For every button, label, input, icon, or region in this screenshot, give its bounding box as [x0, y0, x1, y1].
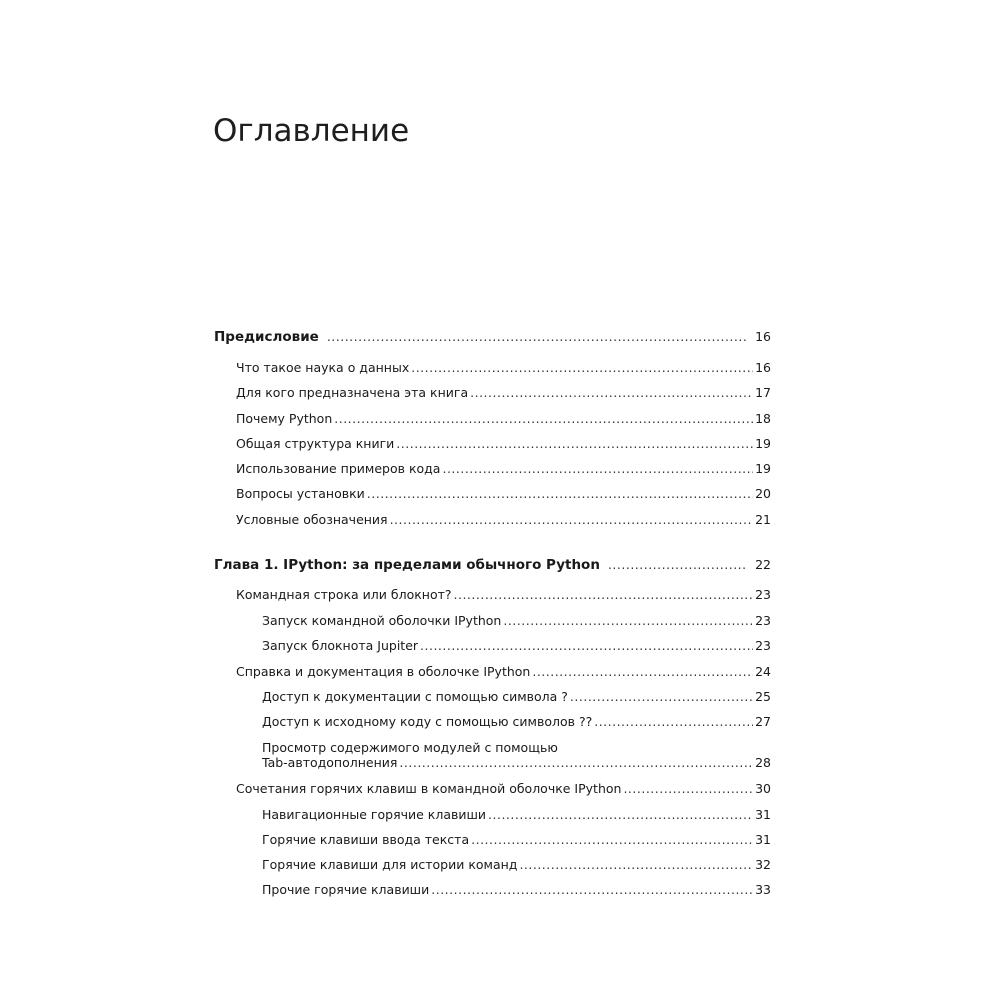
- toc-page-number: 19: [755, 436, 771, 451]
- toc-leader-dots: [471, 832, 753, 847]
- toc-entry-title: Использование примеров кода: [236, 461, 441, 476]
- toc-entry-title: Прочие горячие клавиши: [262, 882, 430, 897]
- toc-part-preface[interactable]: [214, 329, 771, 345]
- toc-page-number: 17: [755, 385, 771, 400]
- toc-subsection[interactable]: [262, 807, 771, 822]
- toc-subsection[interactable]: [262, 689, 771, 704]
- toc-page-number: 19: [755, 461, 771, 476]
- toc-entry-title: Для кого предназначена эта книга: [236, 385, 469, 400]
- toc-page-number: 23: [755, 587, 771, 602]
- toc-section[interactable]: [236, 587, 771, 602]
- toc-leader-dots: [454, 587, 754, 602]
- toc-entry-title: Горячие клавиши для истории команд: [262, 857, 518, 872]
- toc-section[interactable]: [236, 664, 771, 679]
- toc-leader-dots: [442, 461, 753, 476]
- toc-page-number: 23: [755, 638, 771, 653]
- toc-entry-title: Сочетания горячих клавиш в командной оболочке IPython: [236, 781, 622, 796]
- toc-page-number: 31: [755, 832, 771, 847]
- toc-page-number: 23: [755, 613, 771, 628]
- toc-leader-dots: [390, 512, 754, 527]
- toc-entry[interactable]: [236, 512, 771, 527]
- toc-subsection[interactable]: [262, 638, 771, 653]
- toc-leader-dots: [570, 689, 753, 704]
- toc-leader-dots: [519, 857, 753, 872]
- toc-leader-dots: [532, 664, 753, 679]
- toc-entry[interactable]: [236, 486, 771, 501]
- toc-entry[interactable]: [236, 360, 771, 375]
- toc-entry-title: Что такое наука о данных: [236, 360, 410, 375]
- toc-page-number: 28: [755, 755, 771, 770]
- toc-page-number: 33: [755, 882, 771, 897]
- toc-leader-dots: [327, 329, 747, 344]
- toc-leader-dots: [488, 807, 753, 822]
- toc-leader-dots: [608, 557, 747, 572]
- toc-leader-dots: [594, 714, 753, 729]
- toc-page-number: 30: [755, 781, 771, 796]
- toc-entry-title: Запуск блокнота Jupiter: [262, 638, 419, 653]
- toc-page-number: 25: [755, 689, 771, 704]
- toc-leader-dots: [431, 882, 753, 897]
- toc-entry-title: Условные обозначения: [236, 512, 388, 527]
- toc-page-number: 20: [755, 486, 771, 501]
- toc-entry[interactable]: [236, 436, 771, 451]
- toc-subsection[interactable]: [262, 714, 771, 729]
- toc-page-number: 16: [755, 360, 771, 375]
- toc-entry-title: Запуск командной оболочки IPython: [262, 613, 502, 628]
- toc-leader-dots: [411, 360, 753, 375]
- toc-leader-dots: [399, 755, 753, 770]
- toc-subsection[interactable]: [262, 882, 771, 897]
- toc-page-number: 24: [755, 664, 771, 679]
- toc-subsection[interactable]: [262, 740, 771, 770]
- toc-entry[interactable]: [236, 461, 771, 476]
- toc-entry-title: Общая структура книги: [236, 436, 395, 451]
- toc-entry[interactable]: [236, 385, 771, 400]
- toc-chapter-1[interactable]: [214, 557, 771, 573]
- toc-entry-title: Доступ к исходному коду с помощью символов ??: [262, 714, 593, 729]
- toc-entry-title: Навигационные горячие клавиши: [262, 807, 487, 822]
- toc-leader-dots: [623, 781, 753, 796]
- toc-leader-dots: [470, 385, 753, 400]
- toc-entry-title: Глава 1. IPython: за пределами обычного Python: [214, 557, 600, 573]
- toc-page-number: 18: [755, 411, 771, 426]
- toc-entry-title-line1: Просмотр содержимого модулей с помощью: [262, 740, 558, 755]
- toc-page-number: 22: [755, 557, 771, 572]
- toc-page-number: 27: [755, 714, 771, 729]
- toc-entry-title: Справка и документация в оболочке IPython: [236, 664, 531, 679]
- toc-entry[interactable]: [236, 411, 771, 426]
- toc-entry-title: Горячие клавиши ввода текста: [262, 832, 470, 847]
- page-title: Оглавление: [213, 113, 410, 149]
- toc-page-number: 21: [755, 512, 771, 527]
- toc-leader-dots: [420, 638, 753, 653]
- toc-entry-title: Командная строка или блокнот?: [236, 587, 452, 602]
- toc-entry-title: Почему Python: [236, 411, 333, 426]
- toc-page-number: 16: [755, 329, 771, 344]
- toc-leader-dots: [367, 486, 753, 501]
- toc-subsection[interactable]: [262, 832, 771, 847]
- toc-entry-title: Вопросы установки: [236, 486, 365, 501]
- toc-section[interactable]: [236, 781, 771, 796]
- toc-entry-title: Доступ к документации с помощью символа ?: [262, 689, 568, 704]
- toc-leader-dots: [334, 411, 753, 426]
- toc-page-number: 31: [755, 807, 771, 822]
- toc-subsection[interactable]: [262, 857, 771, 872]
- toc-leader-dots: [503, 613, 753, 628]
- toc-leader-dots: [396, 436, 753, 451]
- toc-page-number: 32: [755, 857, 771, 872]
- toc-entry-title: Предисловие: [214, 329, 319, 345]
- toc-entry-title-line2: Tab-автодополнения: [262, 755, 398, 770]
- toc-subsection[interactable]: [262, 613, 771, 628]
